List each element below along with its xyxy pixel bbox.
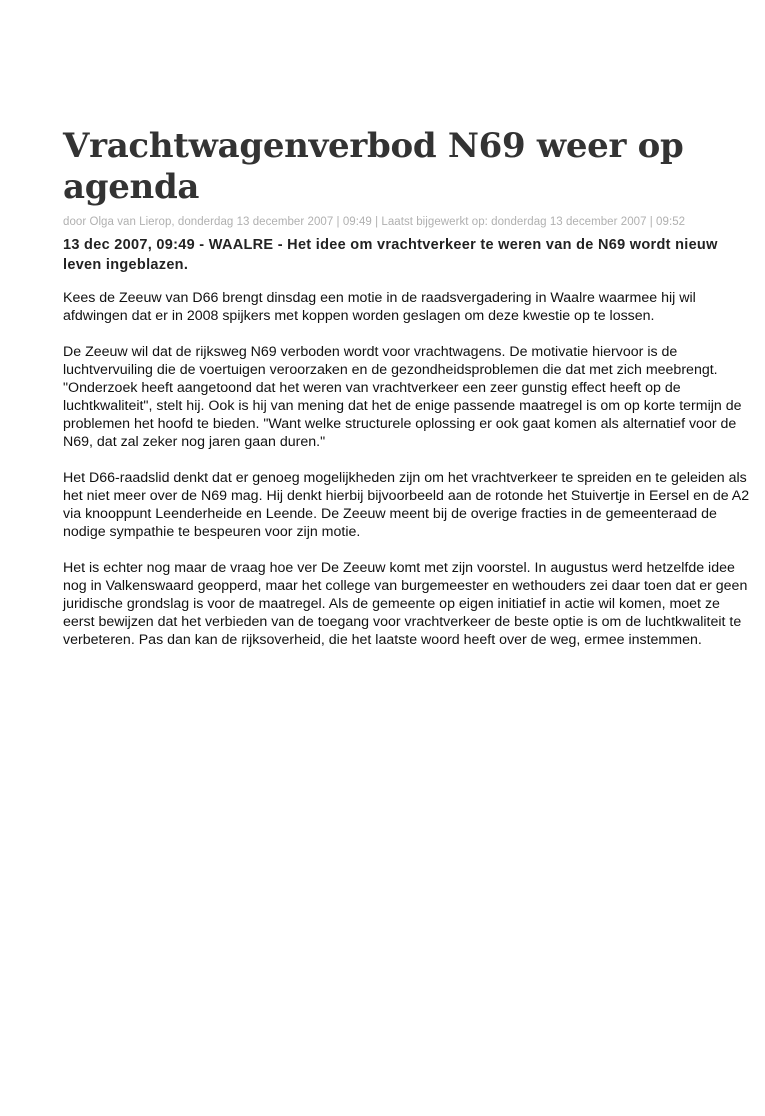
article-paragraph: De Zeeuw wil dat de rijksweg N69 verboden wordt voor vrachtwagens. De motivatie hiervoor is de luchtvervuiling die de voertuigen veroorzaken en de gezondheidsproblemen die dat met zich meebrengt. "Onderzoek heeft aangetoond dat het weren van vrachtverkeer een zeer gunstig effect heeft op de luchtkwaliteit", stelt hij. Ook is hij van mening dat het de enige passende maatregel is om op korte termijn de problemen het hoofd te bieden. "Want welke structurele oplossing er ook gaat komen als alternatief voor de N69, dat zal zeker nog jaren gaan duren.": [63, 344, 742, 450]
article-byline: door Olga van Lierop, donderdag 13 december 2007 | 09:49 | Laatst bijgewerkt op: donderdag 13 december 2007 | 09:52: [63, 216, 686, 228]
article-title: Vrachtwagenverbod N69 weer op agenda: [63, 126, 684, 207]
article-paragraph: Kees de Zeeuw van D66 brengt dinsdag een motie in de raadsvergadering in Waalre waarmee hij wil afdwingen dat er in 2008 spijkers met koppen worden geslagen om deze kwestie op te lossen.: [63, 290, 696, 324]
article-lead: 13 dec 2007, 09:49 - WAALRE - Het idee om vrachtverkeer te weren van de N69 wordt nieuw leven ingeblazen.: [63, 237, 718, 273]
article: [63, 126, 753, 649]
article-paragraph: Het is echter nog maar de vraag hoe ver De Zeeuw komt met zijn voorstel. In augustus werd hetzelfde idee nog in Valkenswaard geopperd, maar het college van burgemeester en wethouders zei daar toen dat er geen juridische grondslag is voor de maatregel. Als de gemeente op eigen initiatief in actie wil komen, moet ze eerst bewijzen dat het verbieden van de toegang voor vrachtverkeer de beste optie is om de luchtkwaliteit te verbeteren. Pas dan kan de rijksoverheid, die het laatste woord heeft over de weg, ermee instemmen.: [63, 560, 748, 648]
article-paragraph: Het D66-raadslid denkt dat er genoeg mogelijkheden zijn om het vrachtverkeer te spreiden en te geleiden als het niet meer over de N69 mag. Hij denkt hierbij bijvoorbeeld aan de rotonde het Stuivertje in Eersel en de A2 via knooppunt Leenderheide en Leende. De Zeeuw meent bij de overige fracties in de gemeenteraad de nodige sympathie te bespeuren voor zijn motie.: [63, 470, 750, 540]
